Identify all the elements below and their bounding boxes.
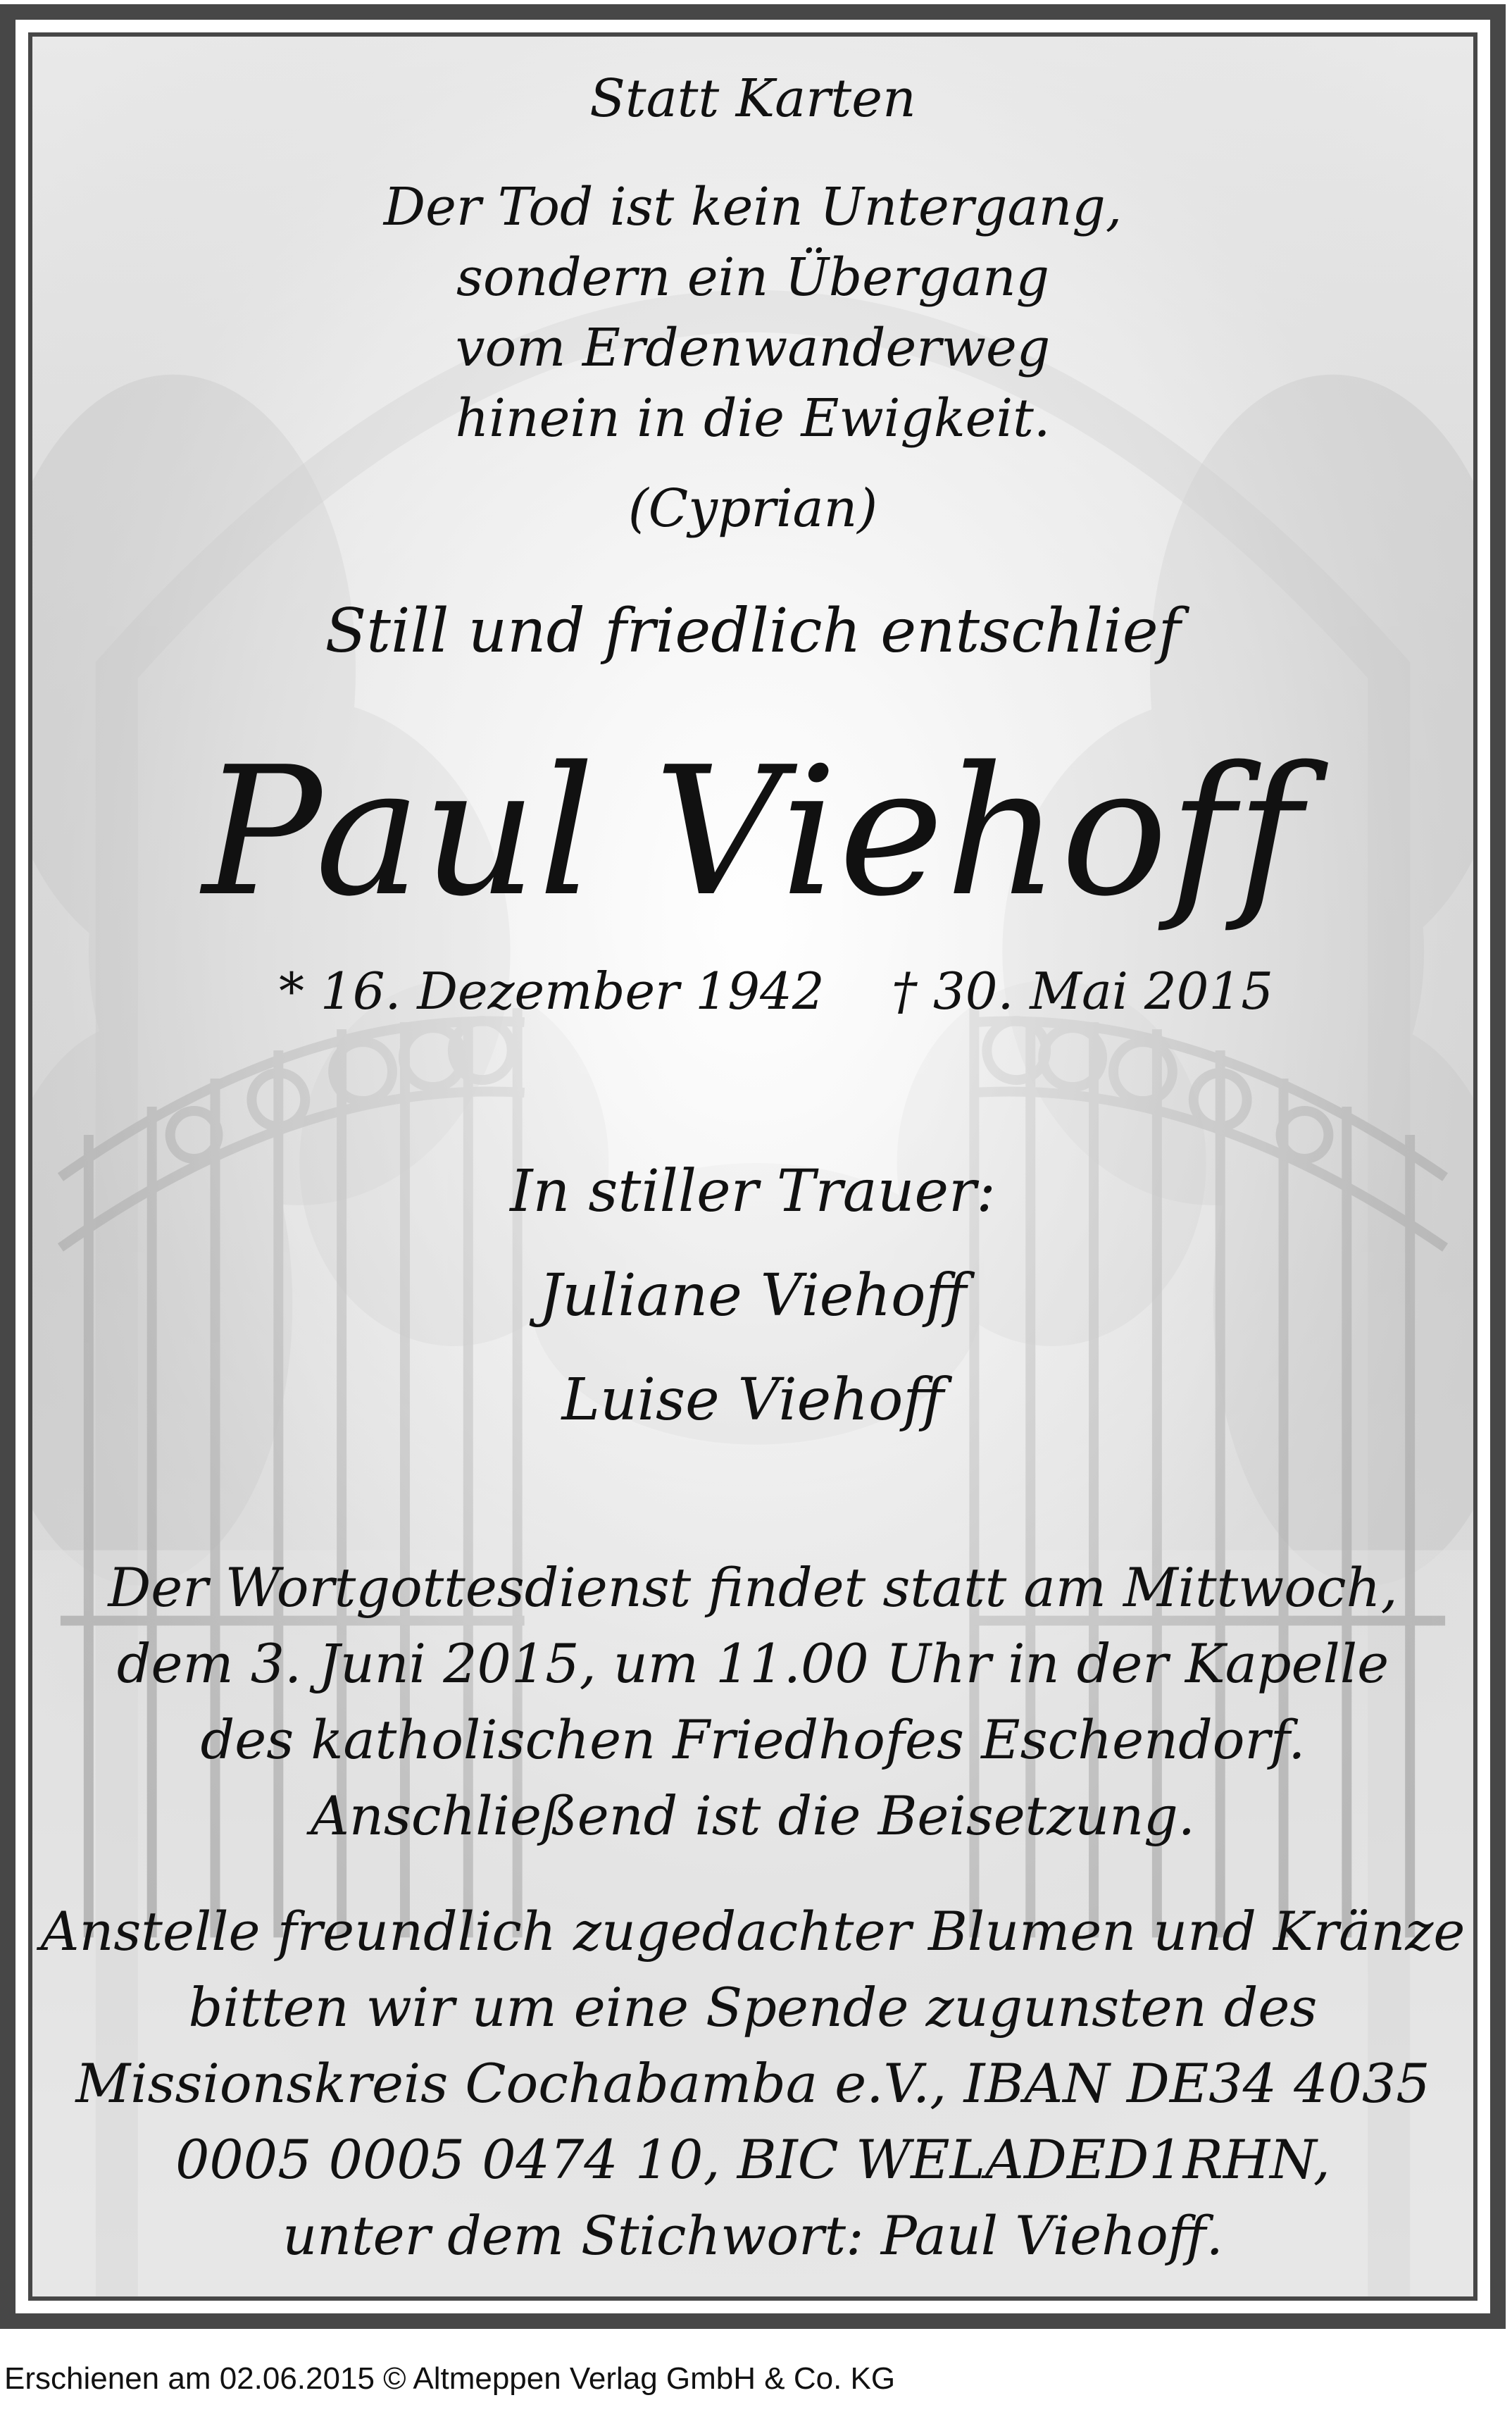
donation-line: unter dem Stichwort: Paul Viehoff. — [282, 2204, 1223, 2267]
service-line: dem 3. Juni 2015, um 11.00 Uhr in der Kapelle — [116, 1632, 1389, 1695]
obituary-frame — [0, 4, 1506, 2329]
poem-line: sondern ein Übergang — [456, 247, 1049, 308]
deceased-name: Paul Viehoff — [202, 729, 1304, 935]
poem-line: Der Tod ist kein Untergang, — [383, 177, 1123, 237]
donation-line: Anstelle freundlich zugedachter Blumen und Kränze — [40, 1900, 1466, 1963]
mourner-name: Juliane Viehoff — [539, 1262, 967, 1329]
donation-line: bitten wir um eine Spende zugunsten des — [188, 1976, 1318, 2039]
poem-line: hinein in die Ewigkeit. — [455, 388, 1051, 449]
poem-line: vom Erdenwanderweg — [455, 318, 1051, 378]
service-line: Der Wortgottesdienst findet statt am Mittwoch, — [108, 1556, 1398, 1619]
mourners-heading: In stiller Trauer: — [510, 1158, 996, 1225]
death-date: † 30. Mai 2015 — [892, 962, 1274, 1021]
statt-karten-label: Statt Karten — [589, 68, 916, 129]
service-line: des katholischen Friedhofes Eschendorf. — [200, 1708, 1306, 1771]
donation-line: Missionskreis Cochabamba e.V., IBAN DE34 4035 — [75, 2052, 1430, 2115]
obituary-text — [32, 37, 1473, 2296]
poem-author: (Cyprian) — [627, 478, 878, 539]
intro-text: Still und friedlich entschlief — [325, 596, 1181, 666]
service-line: Anschließend ist die Beisetzung. — [311, 1784, 1195, 1847]
obituary-inner-border — [28, 32, 1477, 2301]
birth-date: * 16. Dezember 1942 — [279, 962, 825, 1021]
publication-credit: Erschienen am 02.06.2015 © Altmeppen Verlag GmbH & Co. KG — [4, 2361, 896, 2396]
mourner-name: Luise Viehoff — [561, 1367, 944, 1434]
donation-line: 0005 0005 0474 10, BIC WELADED1RHN, — [175, 2128, 1330, 2191]
life-dates — [32, 956, 1473, 1026]
